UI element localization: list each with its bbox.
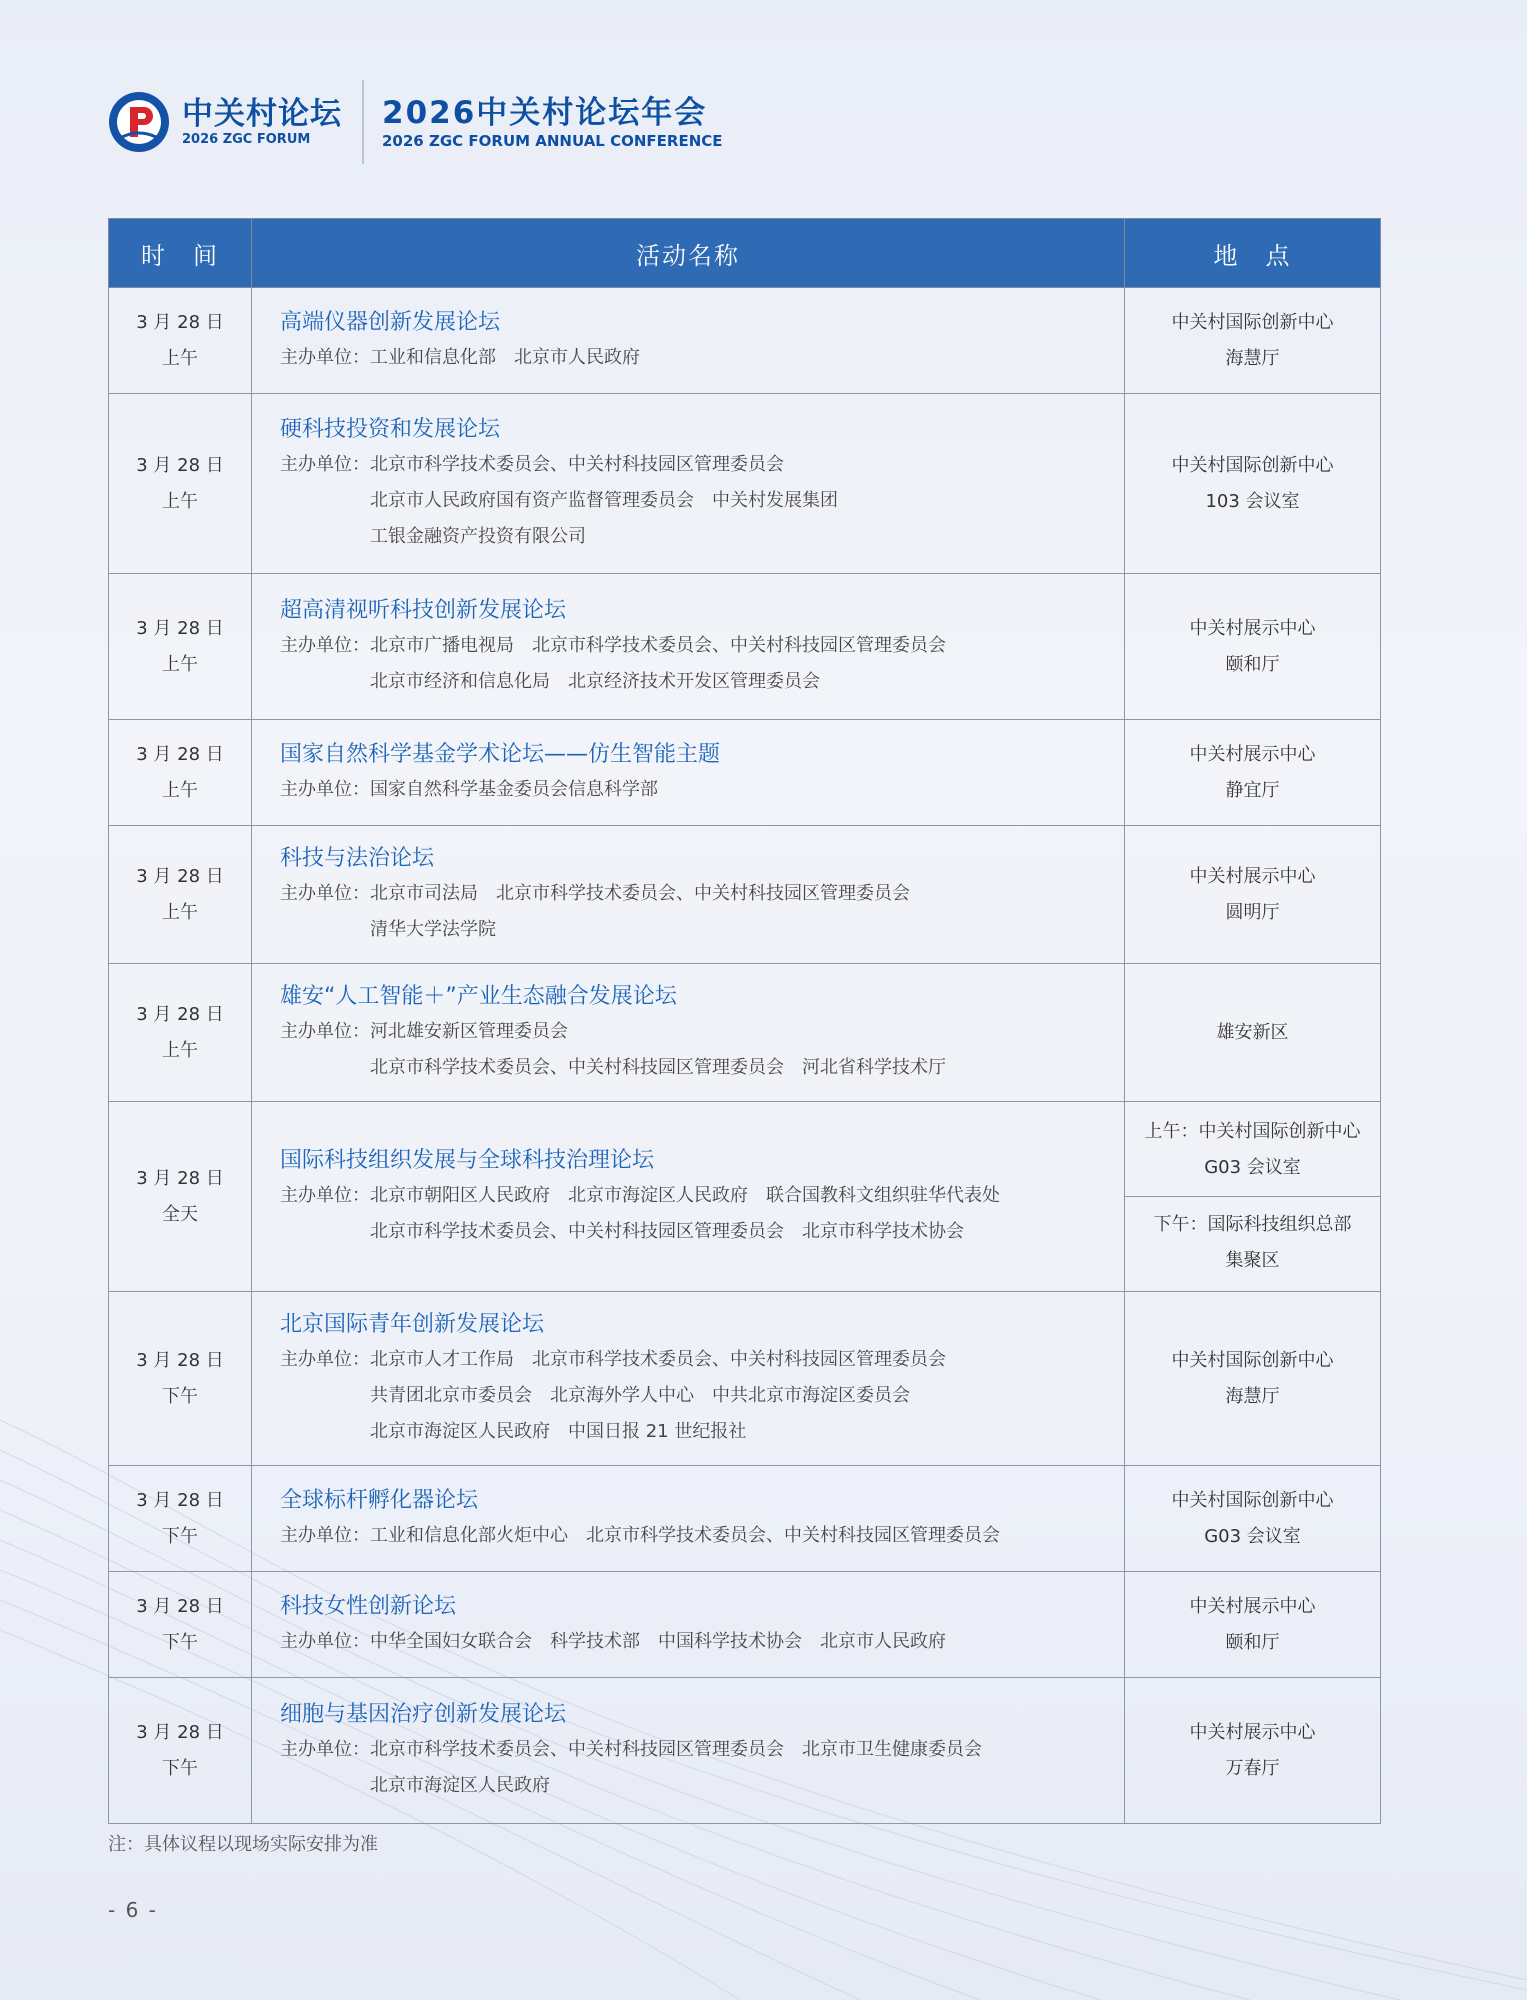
conference-title: 2026中关村论坛年会 [382, 95, 708, 131]
location-cell [1125, 964, 1381, 1102]
event-period: 下午 [162, 1757, 198, 1779]
event-period: 上午 [162, 901, 198, 923]
organizer-line: 北京市人才工作局 北京市科学技术委员会、中关村科技园区管理委员会 [370, 1348, 946, 1370]
organizers [280, 772, 1096, 808]
event-date: 3 月 28 日 [136, 1595, 224, 1617]
location-line: 雄安新区 [1216, 1021, 1289, 1043]
location-line: 海慧厅 [1225, 1385, 1280, 1407]
logo-name: 中关村论坛 [182, 96, 342, 132]
event-title: 科技女性创新论坛 [280, 1593, 457, 1619]
location-cell [1125, 826, 1381, 964]
organizer-line: 中华全国妇女联合会 科学技术部 中国科学技术协会 北京市人民政府 [370, 1630, 946, 1652]
event-title: 科技与法治论坛 [280, 845, 435, 871]
organizer-label: 主办单位： [280, 1184, 370, 1206]
page-header [108, 80, 723, 164]
event-date: 3 月 28 日 [136, 1003, 224, 1025]
location-cell [1125, 1102, 1381, 1292]
location-cell [1125, 1572, 1381, 1678]
location-line: 中关村展示中心 [1189, 743, 1316, 765]
event-title: 北京国际青年创新发展论坛 [280, 1311, 545, 1337]
activity-cell [252, 964, 1125, 1102]
organizer-line: 北京市科学技术委员会、中关村科技园区管理委员会 北京市科学技术协会 [370, 1220, 964, 1242]
table-row [109, 964, 1381, 1102]
location-line: 静宜厅 [1225, 779, 1280, 801]
location-cell [1125, 1678, 1381, 1824]
header-divider [362, 80, 364, 164]
organizers [280, 628, 1096, 700]
event-title: 超高清视听科技创新发展论坛 [280, 597, 567, 623]
event-title: 国际科技组织发展与全球科技治理论坛 [280, 1147, 655, 1173]
organizer-line: 工业和信息化部火炬中心 北京市科学技术委员会、中关村科技园区管理委员会 [370, 1524, 1000, 1546]
table-row [109, 394, 1381, 574]
organizer-label: 主办单位： [280, 634, 370, 656]
event-period: 全天 [162, 1203, 198, 1225]
organizer-line: 北京市科学技术委员会、中关村科技园区管理委员会 河北省科学技术厅 [370, 1056, 946, 1078]
organizer-label: 主办单位： [280, 882, 370, 904]
event-date: 3 月 28 日 [136, 1167, 224, 1189]
organizer-line: 清华大学法学院 [370, 918, 496, 940]
column-header-time: 时 间 [109, 219, 252, 288]
location-part [1125, 1104, 1380, 1196]
event-title: 高端仪器创新发展论坛 [280, 309, 501, 335]
event-title: 硬科技投资和发展论坛 [280, 416, 501, 442]
event-period: 上午 [162, 779, 198, 801]
time-cell [109, 1572, 252, 1678]
activity-cell [252, 1102, 1125, 1292]
table-row [109, 1466, 1381, 1572]
activity-cell [252, 1292, 1125, 1466]
organizer-lines [370, 1624, 1096, 1660]
activity-cell [252, 394, 1125, 574]
organizer-lines [370, 628, 1096, 700]
organizers [280, 447, 1096, 555]
organizer-lines [370, 1342, 1096, 1450]
event-period: 下午 [162, 1525, 198, 1547]
location-line: 中关村展示中心 [1189, 617, 1316, 639]
organizers [280, 1518, 1096, 1554]
organizer-line: 国家自然科学基金委员会信息科学部 [370, 778, 658, 800]
schedule-table [108, 218, 1381, 1824]
organizer-lines [370, 447, 1096, 555]
organizer-line: 共青团北京市委员会 北京海外学人中心 中共北京市海淀区委员会 [370, 1384, 910, 1406]
location-line: 圆明厅 [1225, 901, 1280, 923]
organizers [280, 876, 1096, 948]
location-line: 万春厅 [1225, 1757, 1280, 1779]
organizers [280, 340, 1096, 376]
event-period: 上午 [162, 1039, 198, 1061]
organizer-lines [370, 876, 1096, 948]
organizer-lines [370, 1014, 1096, 1086]
conference-subtitle: 2026 ZGC FORUM ANNUAL CONFERENCE [382, 132, 723, 150]
organizer-lines [370, 1518, 1096, 1554]
organizer-lines [370, 1732, 1096, 1804]
organizer-label: 主办单位： [280, 346, 370, 368]
column-header-location: 地 点 [1125, 219, 1381, 288]
event-date: 3 月 28 日 [136, 1489, 224, 1511]
event-period: 上午 [162, 490, 198, 512]
time-cell [109, 1678, 252, 1824]
organizer-lines [370, 1178, 1096, 1250]
event-date: 3 月 28 日 [136, 617, 224, 639]
location-cell [1125, 720, 1381, 826]
table-row [109, 288, 1381, 394]
activity-cell [252, 288, 1125, 394]
time-cell [109, 288, 252, 394]
event-date: 3 月 28 日 [136, 865, 224, 887]
event-period: 下午 [162, 1385, 198, 1407]
organizer-line: 北京市广播电视局 北京市科学技术委员会、中关村科技园区管理委员会 [370, 634, 946, 656]
organizer-line: 北京市海淀区人民政府 [370, 1774, 550, 1796]
organizer-line: 北京市海淀区人民政府 中国日报 21 世纪报社 [370, 1420, 747, 1442]
event-date: 3 月 28 日 [136, 1721, 224, 1743]
organizer-label: 主办单位： [280, 778, 370, 800]
organizer-line: 工银金融资产投资有限公司 [370, 525, 586, 547]
location-cell [1125, 1466, 1381, 1572]
event-title: 雄安“人工智能＋”产业生态融合发展论坛 [280, 983, 677, 1009]
time-cell [109, 964, 252, 1102]
activity-cell [252, 1572, 1125, 1678]
conference-title-block [382, 94, 723, 150]
organizer-lines [370, 772, 1096, 808]
location-line: 中关村展示中心 [1189, 1595, 1316, 1617]
table-row [109, 1572, 1381, 1678]
location-cell [1125, 288, 1381, 394]
page-number: - 6 - [108, 1898, 158, 1922]
location-line: G03 会议室 [1204, 1525, 1301, 1547]
forum-logo-icon [108, 91, 170, 153]
activity-cell [252, 826, 1125, 964]
organizer-line: 北京市科学技术委员会、中关村科技园区管理委员会 [370, 453, 784, 475]
organizers [280, 1732, 1096, 1804]
location-line: G03 会议室 [1204, 1157, 1301, 1178]
location-line: 中关村国际创新中心 [1171, 454, 1334, 476]
location-cell [1125, 1292, 1381, 1466]
forum-logo-text [182, 96, 342, 148]
event-date: 3 月 28 日 [136, 1349, 224, 1371]
time-cell [109, 1292, 252, 1466]
organizer-label: 主办单位： [280, 1738, 370, 1760]
schedule-body [109, 288, 1381, 1824]
event-title: 国家自然科学基金学术论坛——仿生智能主题 [280, 741, 721, 767]
table-row [109, 826, 1381, 964]
time-cell [109, 574, 252, 720]
organizers [280, 1342, 1096, 1450]
table-row [109, 1678, 1381, 1824]
event-date: 3 月 28 日 [136, 454, 224, 476]
time-cell [109, 394, 252, 574]
organizer-lines [370, 340, 1096, 376]
location-line: 中关村展示中心 [1189, 865, 1316, 887]
event-period: 上午 [162, 347, 198, 369]
table-row [109, 1102, 1381, 1292]
location-line: 海慧厅 [1225, 347, 1280, 369]
location-line: 颐和厅 [1225, 1631, 1280, 1653]
logo-sub: 2026 ZGC FORUM [182, 132, 311, 147]
event-period: 下午 [162, 1631, 198, 1653]
activity-cell [252, 720, 1125, 826]
organizers [280, 1014, 1096, 1086]
activity-cell [252, 574, 1125, 720]
time-cell [109, 1102, 252, 1292]
organizer-label: 主办单位： [280, 1020, 370, 1042]
column-header-activity: 活动名称 [252, 219, 1125, 288]
activity-cell [252, 1466, 1125, 1572]
table-row [109, 1292, 1381, 1466]
organizer-line: 北京市人民政府国有资产监督管理委员会 中关村发展集团 [370, 489, 838, 511]
organizer-label: 主办单位： [280, 1348, 370, 1370]
location-line: 中关村国际创新中心 [1171, 1349, 1334, 1371]
organizers [280, 1624, 1096, 1660]
organizer-label: 主办单位： [280, 453, 370, 475]
location-cell [1125, 394, 1381, 574]
organizers [280, 1178, 1096, 1250]
table-row [109, 720, 1381, 826]
time-cell [109, 720, 252, 826]
organizer-label: 主办单位： [280, 1630, 370, 1652]
location-line: 中关村国际创新中心 [1171, 311, 1334, 333]
table-row [109, 574, 1381, 720]
location-line: 颐和厅 [1225, 653, 1280, 675]
location-line: 103 会议室 [1205, 490, 1300, 512]
table-header-row [109, 219, 1381, 288]
organizer-label: 主办单位： [280, 1524, 370, 1546]
event-date: 3 月 28 日 [136, 311, 224, 333]
organizer-line: 北京市朝阳区人民政府 北京市海淀区人民政府 联合国教科文组织驻华代表处 [370, 1184, 1000, 1206]
footnote: 注：具体议程以现场实际安排为准 [108, 1834, 378, 1855]
location-line: 中关村国际创新中心 [1171, 1489, 1334, 1511]
organizer-line: 北京市科学技术委员会、中关村科技园区管理委员会 北京市卫生健康委员会 [370, 1738, 982, 1760]
event-period: 上午 [162, 653, 198, 675]
organizer-line: 北京市经济和信息化局 北京经济技术开发区管理委员会 [370, 670, 820, 692]
location-cell [1125, 574, 1381, 720]
organizer-line: 北京市司法局 北京市科学技术委员会、中关村科技园区管理委员会 [370, 882, 910, 904]
time-cell [109, 1466, 252, 1572]
organizer-line: 工业和信息化部 北京市人民政府 [370, 346, 640, 368]
location-line: 中关村展示中心 [1189, 1721, 1316, 1743]
time-cell [109, 826, 252, 964]
location-line: 集聚区 [1225, 1250, 1280, 1271]
activity-cell [252, 1678, 1125, 1824]
location-part [1125, 1196, 1380, 1289]
event-date: 3 月 28 日 [136, 743, 224, 765]
location-line: 上午：中关村国际创新中心 [1144, 1121, 1361, 1142]
event-title: 细胞与基因治疗创新发展论坛 [280, 1701, 567, 1727]
event-title: 全球标杆孵化器论坛 [280, 1487, 479, 1513]
location-line: 下午：国际科技组织总部 [1153, 1214, 1352, 1235]
organizer-line: 河北雄安新区管理委员会 [370, 1020, 568, 1042]
